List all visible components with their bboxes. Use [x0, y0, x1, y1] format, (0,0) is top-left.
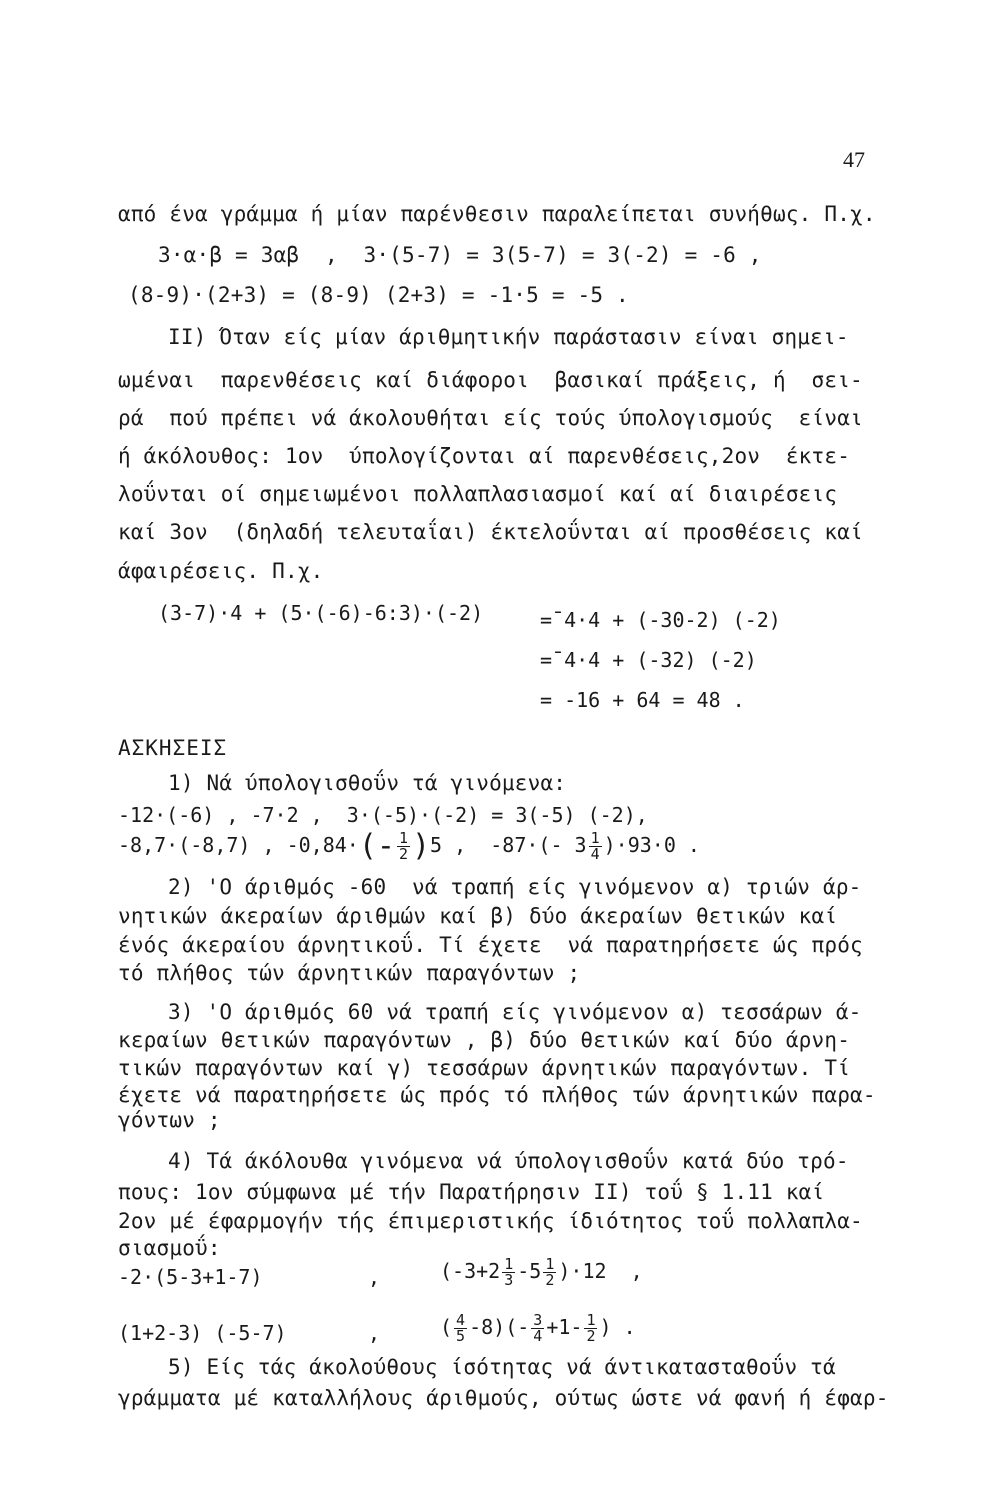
fraction-numerator: 4 [456, 1311, 466, 1329]
fraction-denominator: 3 [504, 1271, 514, 1289]
fraction-denominator: 2 [398, 845, 408, 863]
exercise-4-expr-2 [440, 1256, 643, 1288]
exercise-4-expr-1: -2·(5-3+1-7) [118, 1265, 263, 1289]
rule2-line-7: άφαιρέσεις. Π.χ. [118, 559, 324, 583]
fraction-numerator: 1 [504, 1255, 514, 1273]
expr4-part-b: -8)(- [469, 1315, 530, 1339]
page-number: 47 [843, 147, 865, 172]
fraction-denominator: 4 [590, 845, 600, 863]
exercise-4-expr-3: (1+2-3) (-5-7) [118, 1321, 287, 1345]
fraction-denominator: 2 [545, 1271, 555, 1289]
intro-equation-1: 3·α·β = 3αβ , 3·(5-7) = 3(5-7) = 3(-2) = -6 , [158, 243, 762, 267]
rule2-line-6: καί 3ον (δηλαδή τελευταΐαι) έκτελοΰνται αί προσθέσεις καί [118, 520, 863, 544]
fraction-denominator: 5 [456, 1327, 466, 1345]
fraction-numerator: 1 [545, 1255, 555, 1273]
exercise-1-title: 1) Νά ύπολογισθοΰν τά γινόμενα: [168, 771, 567, 795]
fraction-numerator: 1 [586, 1311, 596, 1329]
fraction-one-half [543, 1257, 556, 1288]
exercise-4-expr-4 [440, 1312, 636, 1344]
expr2-part-b: -5 [517, 1259, 542, 1283]
fraction-numerator: 1 [590, 829, 600, 847]
expr4-part-c: +1- [546, 1315, 583, 1339]
intro-line-1: από ένα γράμμα ή μίαν παρένθεσιν παραλείπεται συνήθως. Π.χ. [118, 202, 876, 226]
exercise-2-line-1: 2) 'Ο άριθμός -60 νά τραπή είς γινόμενον α) τριών άρ- [168, 875, 862, 899]
expr2-part-c: )·12 , [558, 1259, 643, 1283]
exercise-3-line-2: κεραίων θετικών παραγόντων , β) δύο θετικών καί δύο άρνη- [118, 1028, 851, 1052]
exercise-1-row-1: -12·(-6) , -7·2 , 3·(-5)·(-2) = 3(-5) (-2), [118, 803, 648, 827]
exercises-heading: ΑΣΚΗΣΕΙΣ [118, 736, 228, 760]
fraction-denominator: 4 [533, 1327, 543, 1345]
exercise-4-comma-1: , [368, 1265, 381, 1289]
exercise-4-line-2: πους: 1ον σύμφωνα μέ τήν Παρατήρησιν II) τοΰ § 1.11 καί [118, 1180, 825, 1204]
fraction-four-fifths [454, 1313, 467, 1344]
rule2-line-4: ή άκόλουθος: 1ον ύπολογίζονται αί παρενθέσεις,2ον έκτε- [118, 444, 851, 468]
exercise-2-line-2: νητικών άκεραίων άριθμών καί β) δύο άκεραίων θετικών καί [118, 904, 838, 928]
fraction-denominator: 2 [586, 1327, 596, 1345]
rule2-line-3: ρά πού πρέπει νά άκολουθήται είς τούς ύπολογισμούς είναι [118, 406, 863, 430]
exercise-3-line-1: 3) 'Ο άριθμός 60 νά τραπή είς γινόμενον α) τεσσάρων ά- [168, 1000, 862, 1024]
exercise-1-row2-part-a: -8,7·(-8,7) , -0,84· [118, 833, 359, 857]
example-result-2: =¯4·4 + (-32) (-2) [540, 648, 757, 672]
expr4-part-d: ) . [599, 1315, 636, 1339]
intro-equation-2: (8-9)·(2+3) = (8-9) (2+3) = -1·5 = -5 . [128, 283, 629, 307]
exercise-5-line-1: 5) Είς τάς άκολούθους ίσότητας νά άντικατασταθοΰν τά [168, 1355, 836, 1379]
exercise-1-row2-part-c: )·93·0 . [603, 833, 700, 857]
rule2-line-1: II) Όταν είς μίαν άριθμητικήν παράστασιν είναι σημει- [168, 325, 849, 349]
paren-open: (- [358, 828, 395, 864]
exercise-3-line-3: τικών παραγόντων καί γ) τεσσάρων άρνητικών παραγόντων. Τί [118, 1056, 851, 1080]
exercise-2-line-4: τό πλήθος τών άρνητικών παραγόντων ; [118, 961, 581, 985]
expr4-part-a: ( [440, 1315, 453, 1339]
fraction-numerator: 3 [533, 1311, 543, 1329]
fraction-one-half [397, 831, 410, 862]
example-lhs: (3-7)·4 + (5·(-6)-6:3)·(-2) [158, 601, 484, 625]
fraction-one-third [502, 1257, 515, 1288]
fraction-numerator: 1 [398, 829, 408, 847]
exercise-4-line-3: 2ον μέ έφαρμογήν τής έπιμεριστικής ίδιότητος τοΰ πολλαπλα- [118, 1209, 863, 1233]
rule2-line-5: λοΰνται οί σημειωμένοι πολλαπλασιασμοί καί αί διαιρέσεις [118, 482, 838, 506]
exercise-1-row-2 [118, 830, 700, 862]
exercise-3-line-5: γόντων ; [118, 1108, 221, 1132]
expr2-part-a: (-3+2 [440, 1259, 501, 1283]
exercise-3-line-4: έχετε νά παρατηρήσετε ώς πρός τό πλήθος τών άρνητικών παρα- [118, 1083, 876, 1107]
example-result-1: =¯4·4 + (-30-2) (-2) [540, 608, 781, 632]
fraction-one-quarter [589, 831, 602, 862]
exercise-5-line-2: γράμματα μέ καταλλήλους άριθμούς, ούτως ώστε νά φανή ή έφαρ- [118, 1386, 889, 1410]
fraction-three-quarters [531, 1313, 544, 1344]
exercise-2-line-3: ένός άκεραίου άρνητικοΰ. Τί έχετε νά παρατηρήσετε ώς πρός [118, 933, 863, 957]
fraction-one-half [584, 1313, 597, 1344]
paren-close: ) [411, 828, 431, 864]
exercise-4-line-4: σιασμοΰ: [118, 1236, 221, 1260]
exercise-4-line-1: 4) Τά άκόλουθα γινόμενα νά ύπολογισθοΰν κατά δύο τρό- [168, 1149, 849, 1173]
example-result-3: = -16 + 64 = 48 . [540, 688, 745, 712]
exercise-4-comma-2: , [368, 1321, 381, 1345]
exercise-1-row2-part-b: 5 , -87·(- 3 [430, 833, 587, 857]
rule2-line-2: ωμέναι παρενθέσεις καί διάφοροι βασικαί πράξεις, ή σει- [118, 368, 863, 392]
